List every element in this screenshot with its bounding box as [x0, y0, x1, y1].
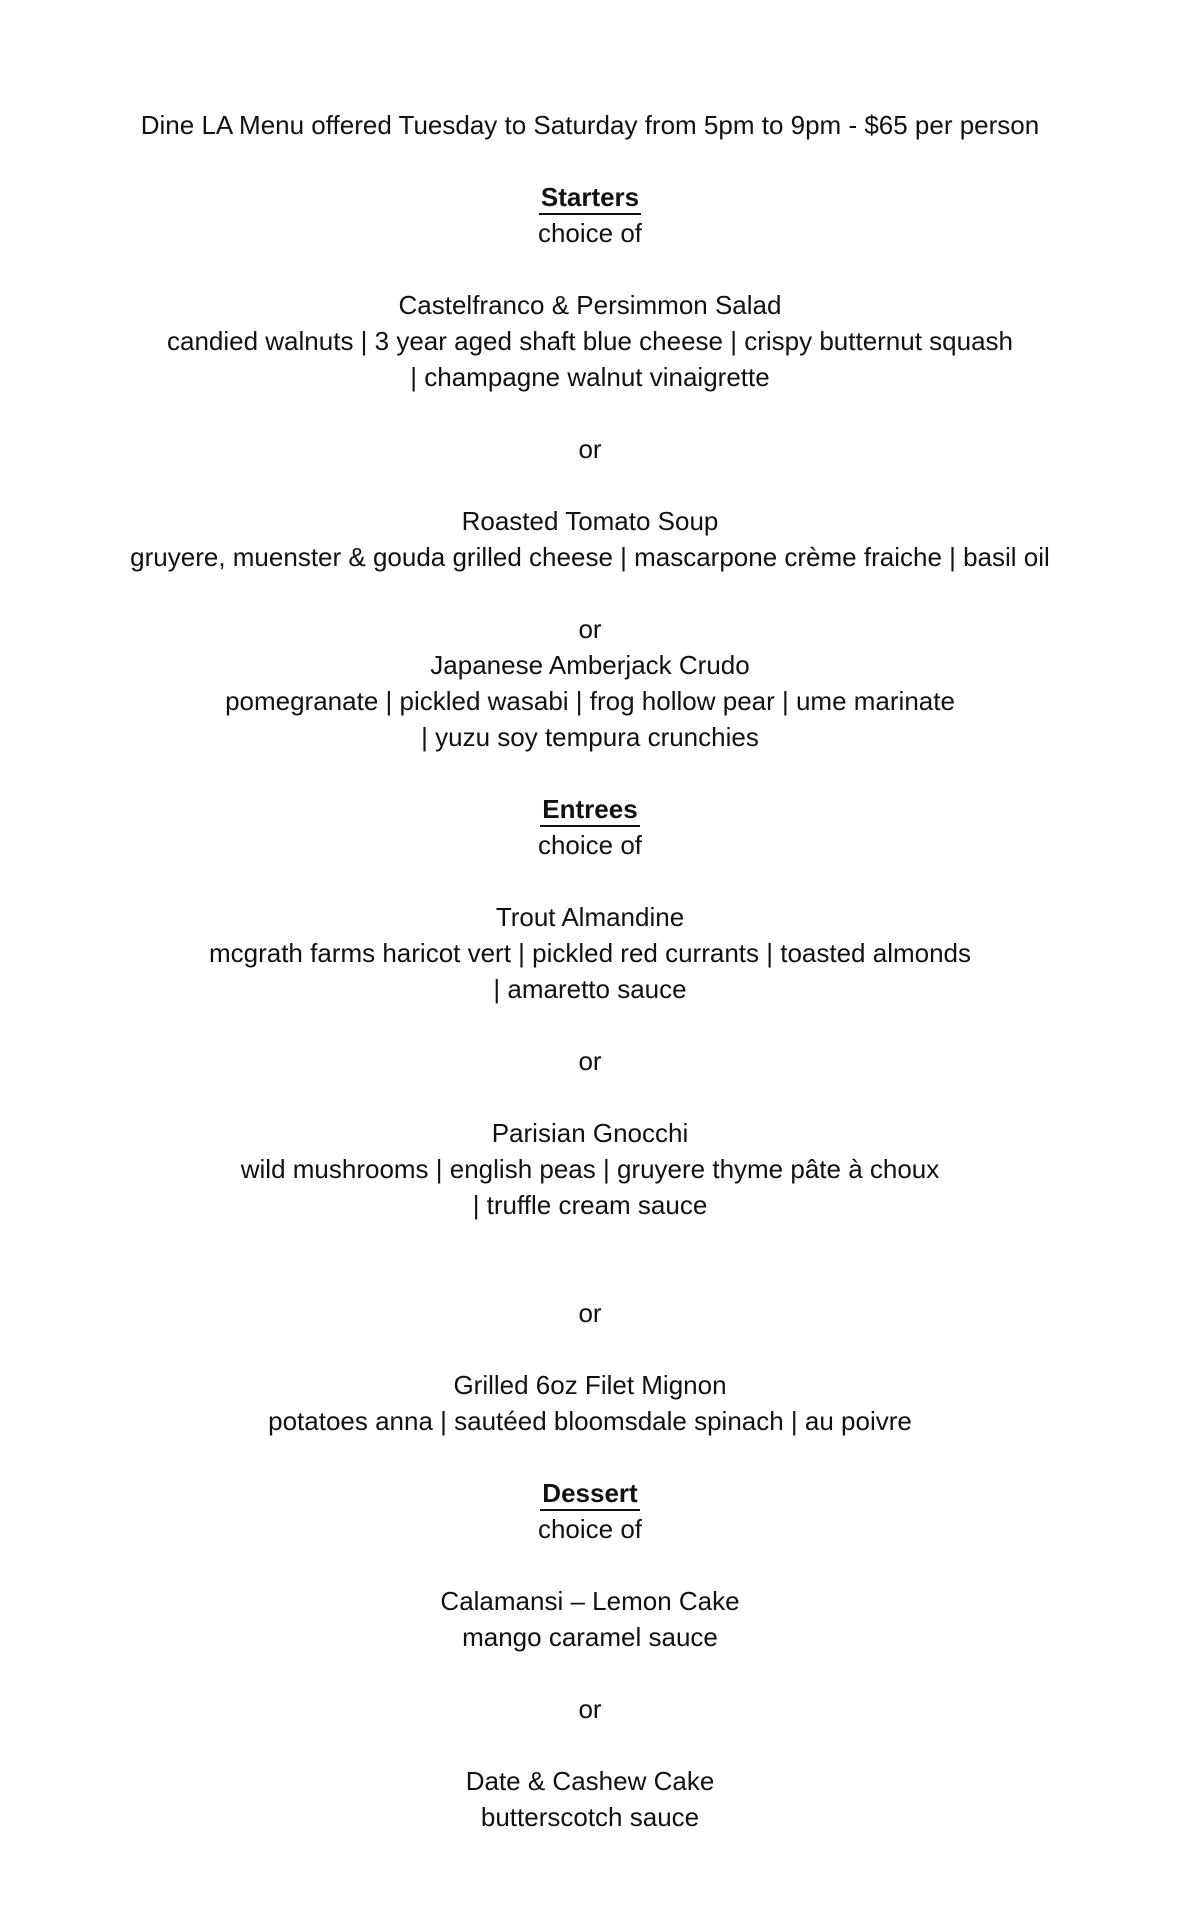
item-description: | truffle cream sauce — [472, 1190, 708, 1220]
item-description: butterscotch sauce — [480, 1802, 700, 1832]
blank-line — [0, 1259, 1180, 1295]
item-description: wild mushrooms | english peas | gruyere thyme pâte à choux — [240, 1154, 940, 1184]
or-separator: or — [578, 614, 602, 644]
section-heading-dessert: Dessert — [540, 1478, 639, 1511]
item-description: mcgrath farms haricot vert | pickled red currants | toasted almonds — [208, 938, 972, 968]
blank-line — [0, 575, 1180, 611]
section-subheading-dessert: choice of — [537, 1514, 643, 1544]
or-separator: or — [578, 1298, 602, 1328]
blank-line — [0, 395, 1180, 431]
item-name: Roasted Tomato Soup — [461, 506, 719, 536]
blank-line — [0, 1331, 1180, 1367]
item-description: candied walnuts | 3 year aged shaft blue cheese | crispy butternut squash — [166, 326, 1014, 356]
section-heading-entrees: Entrees — [540, 794, 639, 827]
item-description: gruyere, muenster & gouda grilled cheese | mascarpone crème fraiche | basil oil — [130, 542, 1050, 572]
section-dessert-heading-row — [0, 1475, 1180, 1511]
blank-line — [0, 755, 1180, 791]
item-description: pomegranate | pickled wasabi | frog hollow pear | ume marinate — [225, 686, 955, 716]
item-name: Calamansi – Lemon Cake — [440, 1586, 740, 1616]
item-name: Grilled 6oz Filet Mignon — [453, 1370, 727, 1400]
item-description: mango caramel sauce — [462, 1622, 718, 1652]
item-description: | champagne walnut vinaigrette — [410, 362, 770, 392]
section-entrees-heading-row — [0, 791, 1180, 827]
blank-line — [0, 143, 1180, 179]
blank-line — [0, 1007, 1180, 1043]
blank-line — [0, 1547, 1180, 1583]
item-description: | yuzu soy tempura crunchies — [421, 722, 759, 752]
blank-line — [0, 251, 1180, 287]
or-separator: or — [578, 1694, 602, 1724]
blank-line — [0, 1655, 1180, 1691]
item-name: Parisian Gnocchi — [491, 1118, 689, 1148]
section-starters-heading-row — [0, 179, 1180, 215]
section-heading-starters: Starters — [539, 182, 641, 215]
blank-line — [0, 1079, 1180, 1115]
section-subheading-entrees: choice of — [537, 830, 643, 860]
item-name: Date & Cashew Cake — [465, 1766, 715, 1796]
item-description: potatoes anna | sautéed bloomsdale spinach | au poivre — [268, 1406, 912, 1436]
section-subheading-starters: choice of — [537, 218, 643, 248]
blank-line — [0, 1727, 1180, 1763]
item-description: | amaretto sauce — [493, 974, 687, 1004]
menu-title: Dine LA Menu offered Tuesday to Saturday from 5pm to 9pm - $65 per person — [140, 110, 1040, 140]
or-separator: or — [578, 434, 602, 464]
blank-line — [0, 467, 1180, 503]
item-name: Castelfranco & Persimmon Salad — [398, 290, 782, 320]
blank-line — [0, 1439, 1180, 1475]
blank-line — [0, 1223, 1180, 1259]
item-name: Japanese Amberjack Crudo — [430, 650, 750, 680]
or-separator: or — [578, 1046, 602, 1076]
item-name: Trout Almandine — [495, 902, 685, 932]
blank-line — [0, 863, 1180, 899]
